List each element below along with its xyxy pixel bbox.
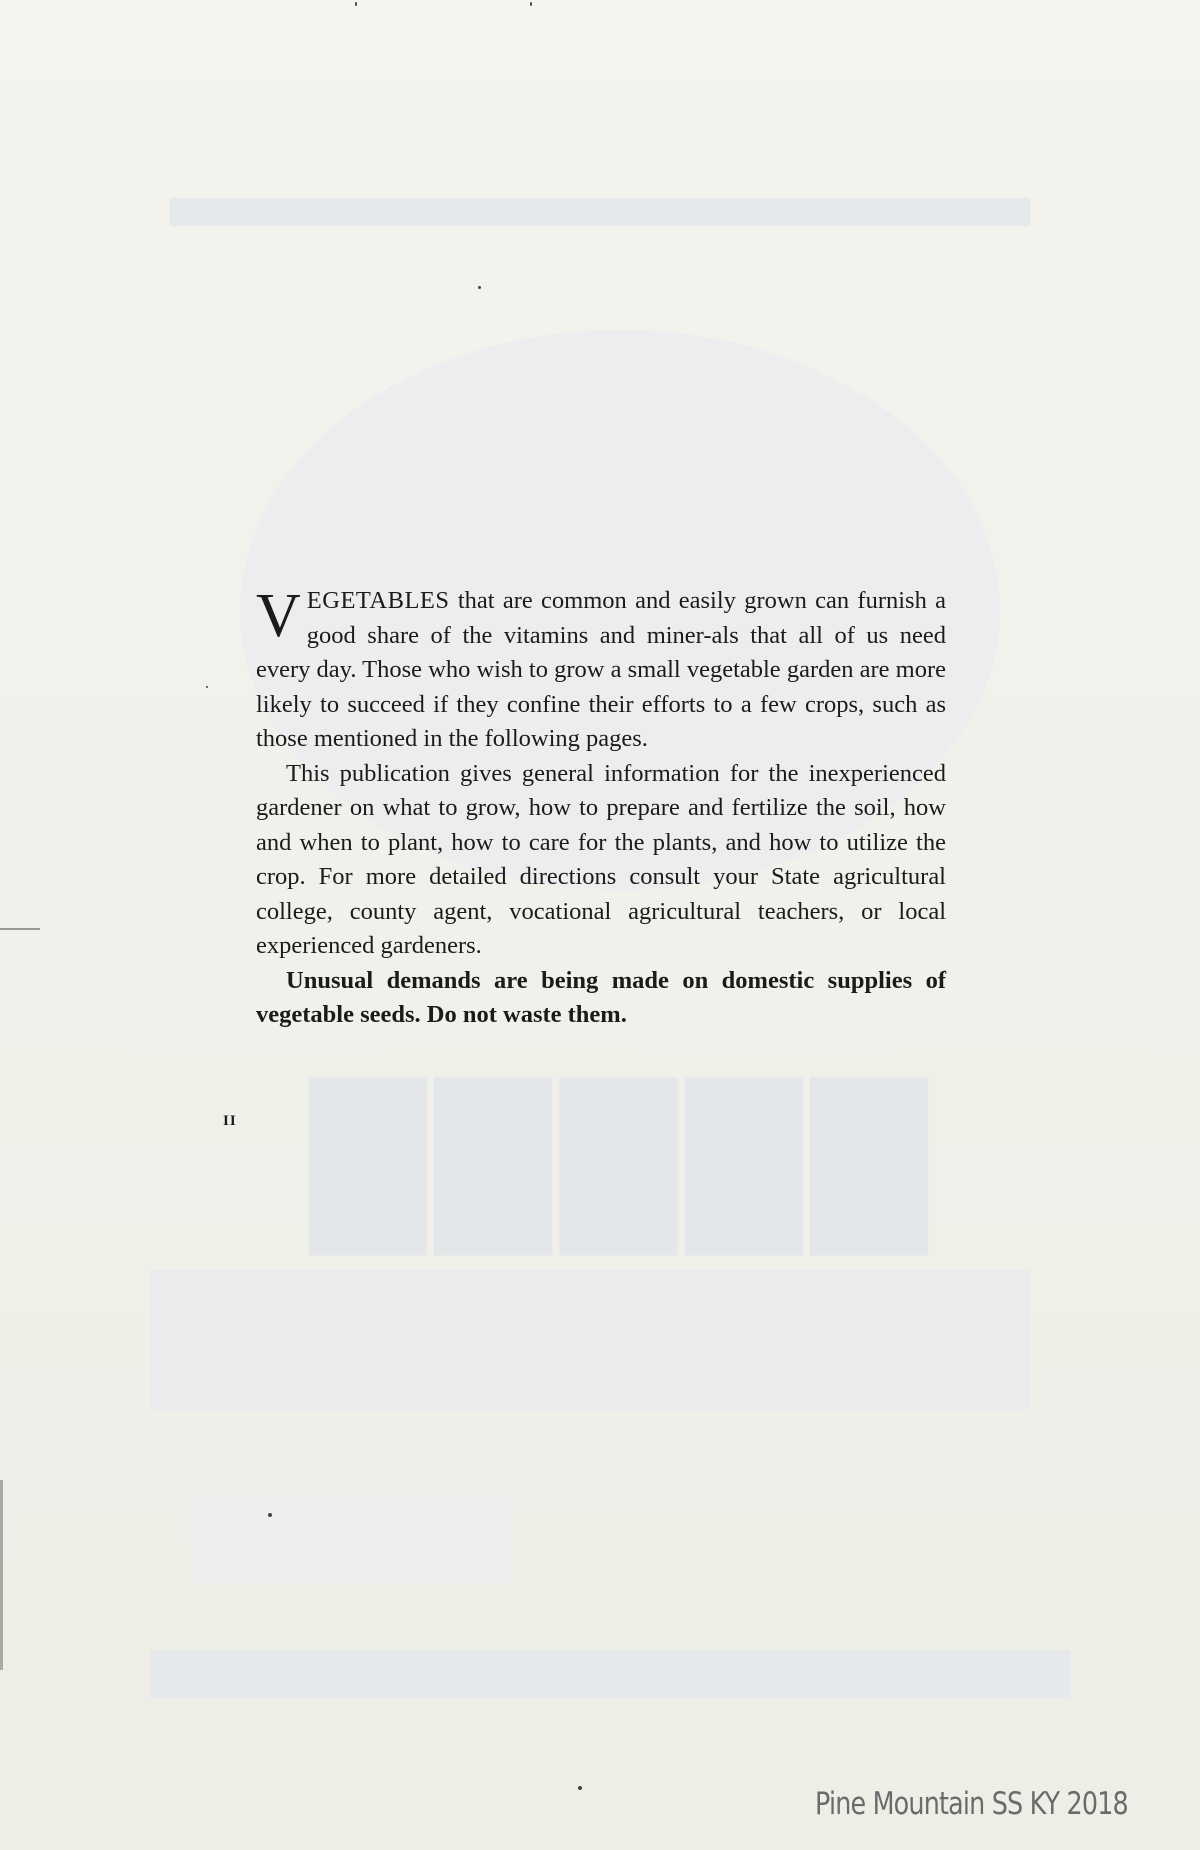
speck [268,1513,272,1517]
speck [206,686,208,688]
paragraph-intro [256,584,946,757]
drop-cap: V [256,582,301,650]
show-through-band-bottom [150,1650,1070,1698]
speck [578,1786,582,1790]
scan-watermark: Pine Mountain SS KY 2018 [815,1786,1128,1822]
edge-mark [0,928,40,930]
show-through-band-mid [150,1270,1030,1410]
speck [530,2,532,6]
edge-mark [0,1480,3,1670]
page-number: II [223,1113,237,1129]
paragraph-intro-text: that are common and easily grown can furnish a good share of the vitamins and miner-als that all of us need every day. Those who wish to grow a small vegetable garden are more likely to succeed if they confine their efforts to a few crops, such as those mentioned in the following pages. [256,587,946,752]
speck [478,286,481,289]
show-through-band-top [170,198,1030,226]
show-through-band-lower [190,1495,510,1585]
speck [355,2,357,6]
paragraph-publication-info: This publication gives general information for the inexperienced gardener on what to grow, how to prepare and fertilize the soil, how and when to plant, how to care for the plants, and how to utilize the crop. For more detailed directions consult your State agricultural college, county agent, vocational agricultural teachers, or local experienced gardeners. [256,759,946,959]
paragraph-seed-notice: Unusual demands are being made on domestic supplies of vegetable seeds. Do not waste them. [256,966,946,1028]
lead-caps: EGETABLES [306,587,450,614]
body-text [256,584,946,1033]
show-through-lettering-1: █████ [300,1080,927,1254]
